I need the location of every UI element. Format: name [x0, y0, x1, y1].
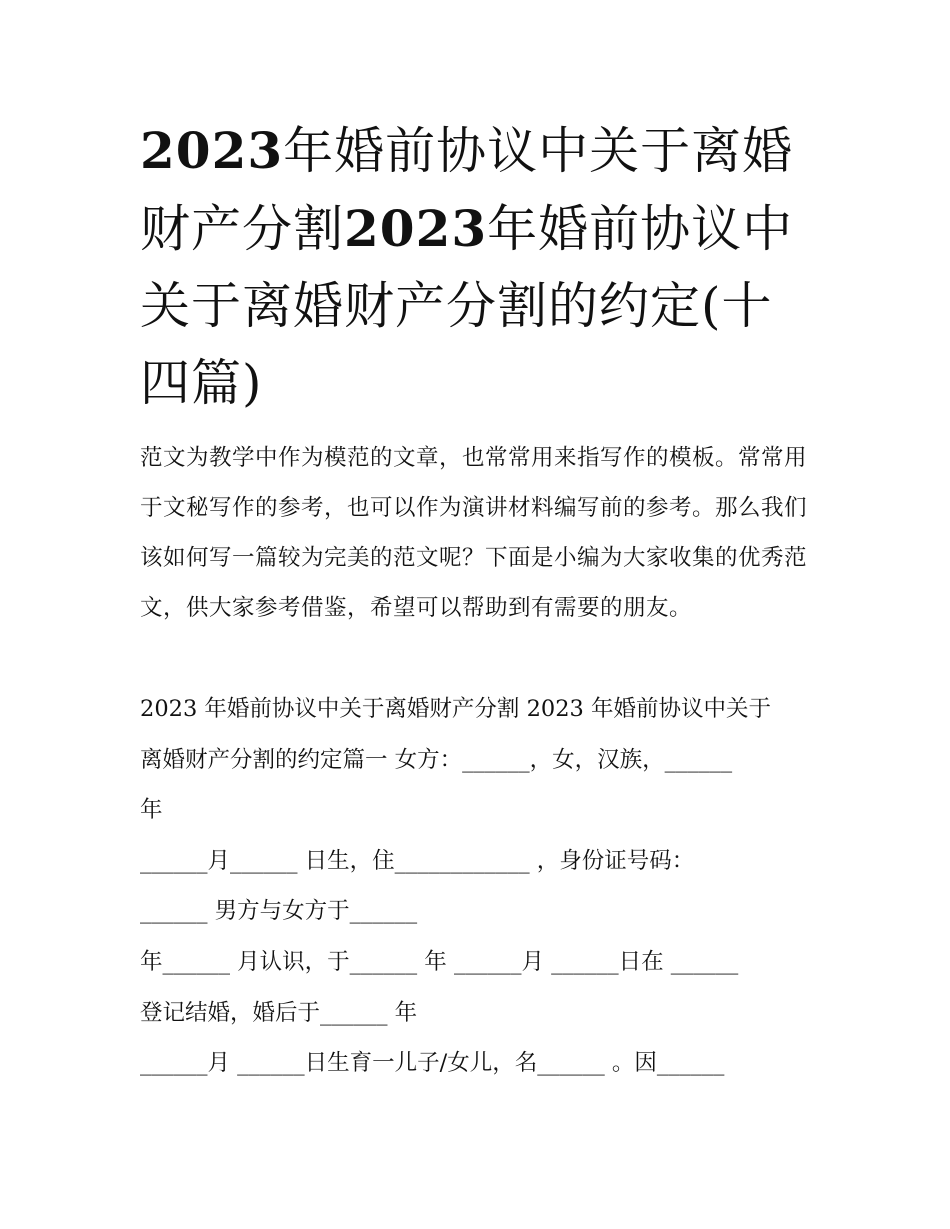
text-line: 年______ 月认识，于______ 年 ______月 ______日在 ______	[140, 948, 739, 975]
text-line: ______月______ 日生，住____________ ，身份证号码：	[140, 847, 695, 874]
text-line: 登记结婚，婚后于______ 年	[140, 999, 418, 1026]
document-title	[140, 112, 820, 422]
intro-paragraph: 范文为教学中作为模范的文章，也常常用来指写作的模板。常常用于文秘写作的参考，也可以作为演讲材料编写前的参考。那么我们该如何写一篇较为完美的范文呢？下面是小编为大家收集的优秀范文，供大家参考借鉴，希望可以帮助到有需要的朋友。	[140, 445, 808, 621]
text-line: 2023 年婚前协议中关于离婚财产分割 2023 年婚前协议中关于	[140, 696, 771, 722]
text-line: 年	[140, 797, 163, 824]
title-year-2: 2023	[344, 199, 488, 258]
title-part-1: 年婚前协议中关于离婚财产分割	[140, 122, 794, 258]
title-part-2: 年婚前协议中关于离婚财产分割的约定(十四篇)	[140, 200, 794, 412]
text-line: ______月 ______日生育一儿子/女儿，名______ 。因______	[140, 1050, 725, 1077]
title-year-1: 2023	[140, 121, 284, 180]
agreement-text	[140, 684, 820, 1089]
text-line: 离婚财产分割的约定篇一 女方：______，女，汉族，______	[140, 746, 733, 773]
text-line: ______ 男方与女方于______	[140, 898, 418, 925]
